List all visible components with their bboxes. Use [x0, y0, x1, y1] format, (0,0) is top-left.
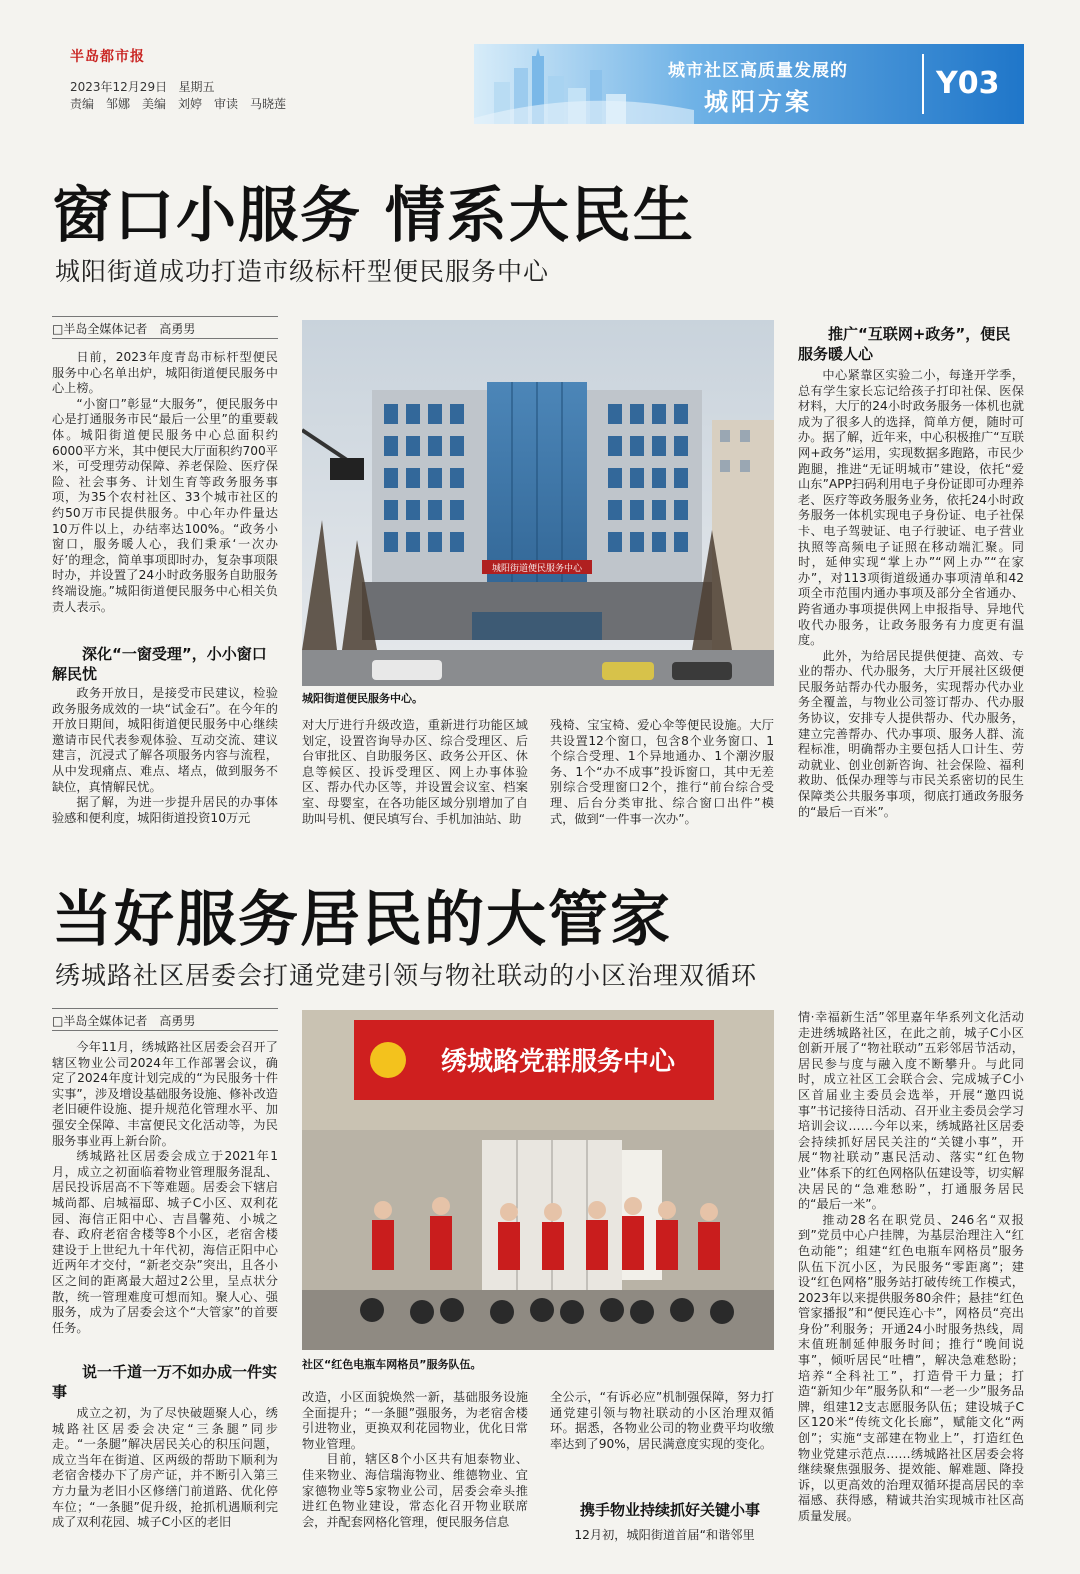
- article1-column1b: [52, 686, 278, 826]
- article1-column1: [52, 350, 278, 615]
- article1-byline: □半岛全媒体记者 高勇男: [52, 322, 196, 336]
- issue-date-line: [70, 78, 215, 95]
- article2-column4: [798, 1010, 1024, 1525]
- paragraph: 绣城路社区居委会成立于2021年1月，成立之初面临着物业管理服务混乱、居民投诉居高不下等难题。居委会下辖启城尚都、启城福邸、城子C小区、双利花园、海信正阳中心、吉昌馨苑、小城之春、政府老宿舍楼等8个小区，老宿舍楼建设于上世纪九十年代初，海信正阳中心近两年才交付，“新老交杂”突出，且各小区之间的距离最大超过2公里，呈点状分散，统一管理难度可想而知。聚人心、强服务，成为了居委会这个“大管家”的首要任务。: [52, 1149, 278, 1335]
- paragraph: 日前，2023年度青岛市标杆型便民服务中心名单出炉，城阳街道便民服务中心上榜。: [52, 350, 278, 396]
- divider: [52, 338, 278, 339]
- photo-sign: 绣城路党群服务中心: [440, 1047, 676, 1077]
- article1-column3: [550, 718, 774, 827]
- divider: [52, 1030, 278, 1031]
- paragraph: 此外，为给居民提供便捷、高效、专业的帮办、代办服务，大厅开展社区级便民服务站帮办代办服务，实现帮办代办业务全覆盖，与物业公司签订帮办、代办服务协议，安排专人提供帮办、代办服务，建立完善帮办、代办事项、服务人群、流程标准，明确帮办主要包括人口计生、劳动就业、创业创新咨询、社会保险、福利救助、低保办理等与市民关系密切的民生保障类公共服务事项，彻底打通政务服务的“最后一百米”。: [798, 648, 1024, 819]
- service-team-photo: [302, 1010, 774, 1350]
- masthead-logo: 半岛都市报: [70, 49, 145, 65]
- article2-headline: 当好服务居民的大管家: [52, 885, 672, 955]
- issue-weekday: 星期五: [178, 80, 215, 94]
- article1-subheadline: 城阳街道成功打造市级标杆型便民服务中心: [55, 257, 550, 286]
- editor-credits: 责编 邹娜 美编 刘婷 审读 马晓莲: [70, 97, 287, 111]
- article1-column2: [302, 718, 528, 827]
- building-sign: 城阳街道便民服务中心: [491, 564, 583, 574]
- city-skyline-graphic: [474, 48, 694, 124]
- paragraph: 目前，辖区8个小区共有旭泰物业、佳来物业、海信瑞海物业、维德物业、宜家德物业等5家物业公司，居委会牵头推进红色物业建设，常态化召开物业联席会，并配套网格化管理，便民服务信息: [302, 1452, 528, 1529]
- paragraph: 全公示，“有诉必应”机制强保障，努力打通党建引领与物社联动的小区治理双循环。据悉，各物业公司的物业费平均收缴率达到了90%，居民满意度实现的变化。: [550, 1390, 774, 1451]
- banner-title-line1: 城市社区高质量发展的: [668, 61, 848, 81]
- banner-divider: [922, 54, 924, 114]
- paragraph: 改造，小区面貌焕然一新，基础服务设施全面提升；“一条腿”强服务，为老宿舍楼引进物业，更换双利花园物业，优化日常物业管理。: [302, 1390, 528, 1451]
- article1-section-head-2: 推广“互联网+政务”，便民服务暖人心: [798, 325, 1011, 363]
- article2-column1: [52, 1040, 278, 1336]
- paragraph: 成立之初，为了尽快破题聚人心，绣城路社区居委会决定“三条腿”同步走。“一条腿”解决居民关心的积压问题，成立当年在街道、区两级的帮助下顺利为老宿舍楼办下了房产证，并不断引入第三方力量为老旧小区修缮门前道路、优化停车位；“一条腿”促升级，抢抓机遇顺利完成了双利花园、城子C小区的老旧: [52, 1406, 278, 1530]
- paragraph: “小窗口”彰显“大服务”，便民服务中心是打通服务市民“最后一公里”的重要载体。城阳街道便民服务中心总面积约6000平方米，其中便民大厅面积约700平米，可受理劳动保障、养老保险、医疗保险、社会事务、计划生育等政务服务事项，为35个农村社区、33个城市社区的约50万市民提供服务。中心年办件量达10万件以上，办结率达100%。“政务小窗口，服务暖人心，我们秉承‘一次办好’的理念，简单事项即时办，复杂事项限时办，并设置了24小时政务服务自助服务终端设施。”城阳街道便民服务中心相关负责人表示。: [52, 396, 278, 614]
- paragraph: 推动28名在职党员、246名“双报到”党员中心户挂牌，为基层治理注入“红色动能”；组建“红色电瓶车网格员”服务队伍下沉小区，为民服务“零距离”；建设“红色网格”服务站打破传统工作模式，2023年以来提供服务80余件；悬挂“红色管家播报”和“便民连心卡”，网格员“亮出身份”利服务；开通24小时服务热线，周末值班制延伸服务时间；推行“晚间说事”，倾听居民“吐槽”，解决急难愁盼；培养“全科社工”，打造骨干力量；打造“新知少年”服务队和“一老一少”服务品牌，组建12支志愿服务队伍；建设城子C区120米“传统文化长廊”，赋能文化“两创”；实施“支部建在物业上”，打造红色物业党建示范点……绣城路社区居委会将继续聚焦强服务、提效能、解难题、降投诉，以更高效的治理双循环提高居民的幸福感、获得感，精诚共治实现城市社区高质量发展。: [798, 1212, 1024, 1523]
- paragraph: 情·幸福新生活”邻里嘉年华系列文化活动走进绣城路社区，在此之前，城子C小区创新开展了“物社联动”五彩邻居节活动，居民参与度与融入度不断攀升。与此同时，成立社区工会联合会、完成城子C小区首届业主委员会选举，开展“邀四说事”书记接待日活动、召开业主委员会学习培训会议……今年以来，绣城路社区居委会持续抓好居民关注的“关键小事”，开展“物社联动”惠民活动、落实“红色物业”体系下的红色网格队伍建设等，切实解决居民的“急难愁盼”，打通服务居民的“最后一米”。: [798, 1010, 1024, 1212]
- paragraph: 今年11月，绣城路社区居委会召开了辖区物业公司2024年工作部署会议，确定了2024年度计划完成的“为民服务十件实事”，涉及增设基础服务设施、修补改造老旧硬件设施、提升规范化管理水平、加强安全保障、丰富便民文化活动等，为民服务事业再上新台阶。: [52, 1040, 278, 1148]
- banner-title-line2: 城阳方案: [704, 88, 812, 116]
- paragraph: 对大厅进行升级改造，重新进行功能区域划定，设置咨询导办区、综合受理区、后台审批区、自助服务区、政务公开区、休息等候区、投诉受理区、网上办事体验区、帮办代办区等，并设置会议室、档案室、母婴室，在各功能区域分别增加了自助叫号机、便民填写台、手机加油站、助: [302, 718, 528, 826]
- article1-photo-caption: 城阳街道便民服务中心。: [302, 692, 423, 705]
- paragraph: 据了解，为进一步提升居民的办事体验感和便利度，城阳街道投资10万元: [52, 795, 278, 825]
- paragraph: 残椅、宝宝椅、爱心伞等便民设施。大厅共设置12个窗口，包含8个业务窗口、1个综合受理、1个异地通办、1个潮汐服务、1个“办不成事”投诉窗口，其中无差别综合受理窗口2个，推行“前台综合受理、后台分类审批、综合窗口出件”模式，做到“一件事一次办”。: [550, 718, 774, 826]
- article2-column3b: [550, 1528, 774, 1544]
- paragraph: 12月初，城阳街道首届“和谐邻里: [574, 1528, 755, 1542]
- paragraph: 中心紧靠区实验二小，每逢开学季，总有学生家长忘记给孩子打印社保、医保材料，大厅的24小时政务服务一体机也就成为了很多人的选择，简单方便，随时可办。据了解，近年来，中心积极推广“互联网+政务”运用，实现数据多跑路，市民少跑腿，推进“无证明城市”建设，依托“爱山东”APP扫码利用电子身份证即可办理养老、医疗等政务服务业务，依托24小时政务服务一体机实现电子身份证、电子社保卡、电子驾驶证、电子行驶证、电子营业执照等高频电子证照在移动端汇聚。同时，延伸实现“掌上办”“网上办”“在家办”，对113项街道级通办事项清单和42项全市范围内通办事项及部分全省通办、跨省通办事项提供网上申报指导、异地代收代办服务，让政务服务有力度更有温度。: [798, 368, 1024, 648]
- article2-column1b: [52, 1406, 278, 1531]
- paragraph: 政务开放日，是接受市民建议，检验政务服务成效的一块“试金石”。在今年的开放日期间，城阳街道便民服务中心继续邀请市民代表参观体验、互动交流、建议建言，沉浸式了解各项服务内容与流程，从中发现痛点、难点、堵点，做到服务不缺位，真情解民忧。: [52, 686, 278, 794]
- divider: [52, 316, 278, 317]
- article1-photo: [302, 320, 774, 686]
- article2-column3: [550, 1390, 774, 1452]
- page-number: Y03: [936, 66, 1000, 101]
- article2-byline: □半岛全媒体记者 高勇男: [52, 1014, 196, 1028]
- building-photo: [302, 320, 774, 686]
- article1-headline: 窗口小服务 情系大民生: [52, 181, 695, 251]
- article2-section-head-1: 说一千道一万不如办成一件实事: [52, 1363, 278, 1401]
- article1-section-head-1: 深化“一窗受理”，小小窗口解民忧: [52, 645, 267, 683]
- article2-column2: [302, 1390, 528, 1530]
- article2-section-head-2: 携手物业持续抓好关键小事: [580, 1501, 761, 1519]
- issue-date: 2023年12月29日: [70, 80, 168, 94]
- article2-subheadline: 绣城路社区居委会打通党建引领与物社联动的小区治理双循环: [55, 961, 758, 990]
- section-banner: [474, 44, 1024, 124]
- article2-photo-caption: 社区“红色电瓶车网格员”服务队伍。: [302, 1358, 482, 1371]
- divider: [52, 1008, 278, 1009]
- article2-photo: [302, 1010, 774, 1350]
- article1-column4: [798, 368, 1024, 820]
